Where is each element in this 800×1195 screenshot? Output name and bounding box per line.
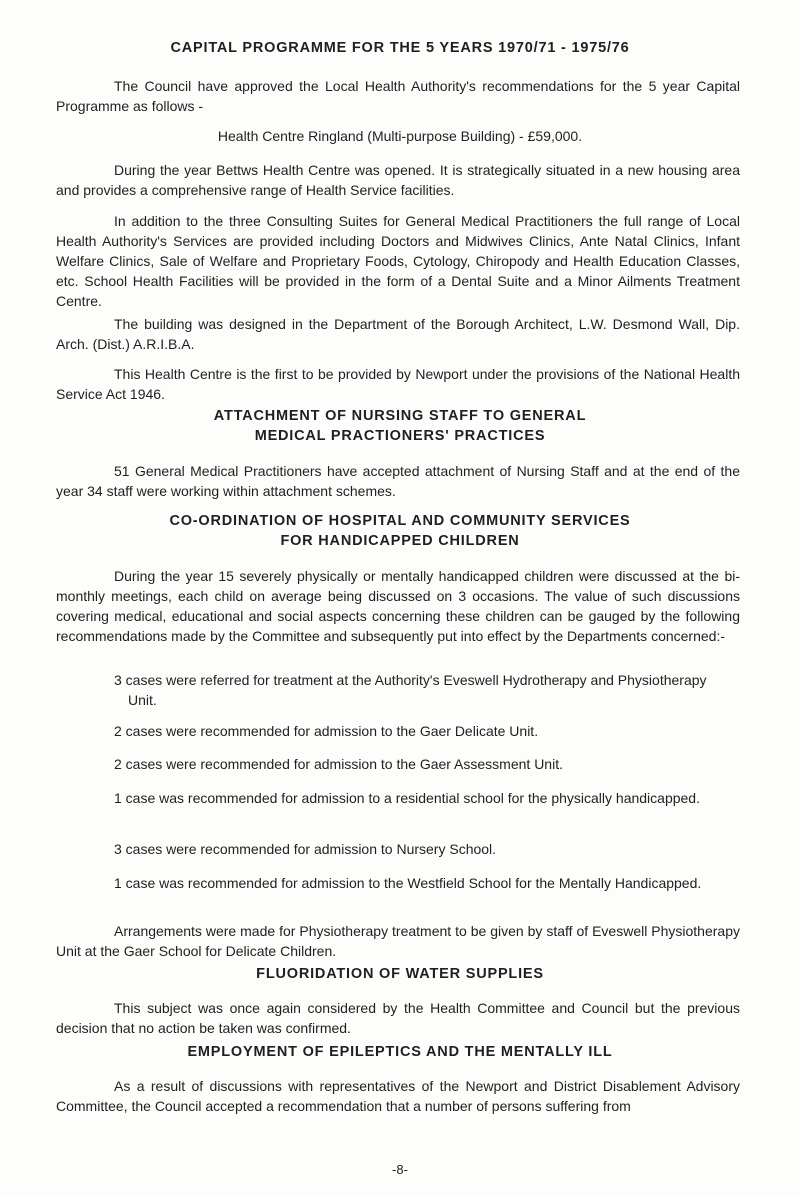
list-item: 3 cases were recommended for admission to Nursery School. [114,841,497,857]
list-item: 3 cases were referred for treatment at the Authority's Eveswell Hydrotherapy and Physiotherapy Unit. [114,672,707,708]
epileptics-heading: EMPLOYMENT OF EPILEPTICS AND THE MENTALLY ILL [187,1044,613,1060]
epileptics-paragraph: As a result of discussions with representatives of the Newport and District Disablement Advisory Committee, the Council accepted a recommendation that a number of persons suffering from [56,1078,740,1114]
attachment-heading-line1: ATTACHMENT OF NURSING STAFF TO GENERAL [213,408,587,424]
capital-programme-item: Health Centre Ringland (Multi-purpose Building) - £59,000. [217,128,583,144]
fluoridation-heading: FLUORIDATION OF WATER SUPPLIES [256,966,544,982]
fluoridation-paragraph: This subject was once again considered by the Health Committee and Council but the previous decision that no action be taken was confirmed. [56,1000,740,1036]
attachment-heading-line2: MEDICAL PRACTIONERS' PRACTICES [254,428,546,444]
coordination-heading-line1: CO-ORDINATION OF HOSPITAL AND COMMUNITY SERVICES [169,513,631,529]
list-item: 2 cases were recommended for admission to the Gaer Assessment Unit. [114,756,563,772]
list-item: 2 cases were recommended for admission to the Gaer Delicate Unit. [114,723,539,739]
attachment-paragraph: 51 General Medical Practitioners have accepted attachment of Nursing Staff and at the end of the year 34 staff were working within attachment schemes. [56,463,740,499]
physiotherapy-paragraph: Arrangements were made for Physiotherapy treatment to be given by staff of Eveswell Physiotherapy Unit at the Gaer School for Delicate Children. [56,923,740,959]
coordination-paragraph: During the year 15 severely physically or mentally handicapped children were discussed at the bi-monthly meetings, each child on average being discussed on 3 occasions. The value of such discussions covering medical, educational and social aspects concerning these children can be gauged by the following recommendations made by the Committee and subsequently put into effect by the Departments concerned:- [56,568,740,644]
list-item: 1 case was recommended for admission to a residential school for the physically handicapped. [114,790,700,806]
page-title: CAPITAL PROGRAMME FOR THE 5 YEARS 1970/71 - 1975/76 [170,40,630,56]
capital-intro-paragraph: The Council have approved the Local Health Authority's recommendations for the 5 year Capital Programme as follows - [56,78,740,114]
services-paragraph: In addition to the three Consulting Suites for General Medical Practitioners the full range of Local Health Authority's Services are provided including Doctors and Midwives Clinics, Ante Natal Clinics, Infant Welfare Clinics, Sale of Welfare and Proprietary Foods, Cytology, Chiropody and Health Education Classes, etc. School Health Facilities will be provided in the form of a Dental Suite and a Minor Ailments Treatment Centre. [56,213,740,309]
architect-paragraph: The building was designed in the Department of the Borough Architect, L.W. Desmond Wall, Dip. Arch. (Dist.) A.R.I.B.A. [56,316,740,352]
coordination-heading-line2: FOR HANDICAPPED CHILDREN [280,533,520,549]
page-number: -8- [392,1162,408,1177]
bettws-paragraph: During the year Bettws Health Centre was opened. It is strategically situated in a new housing area and provides a comprehensive range of Health Service facilities. [56,162,740,198]
health-centre-first-paragraph: This Health Centre is the first to be provided by Newport under the provisions of the National Health Service Act 1946. [56,366,740,402]
list-item: 1 case was recommended for admission to the Westfield School for the Mentally Handicapped. [114,875,702,891]
